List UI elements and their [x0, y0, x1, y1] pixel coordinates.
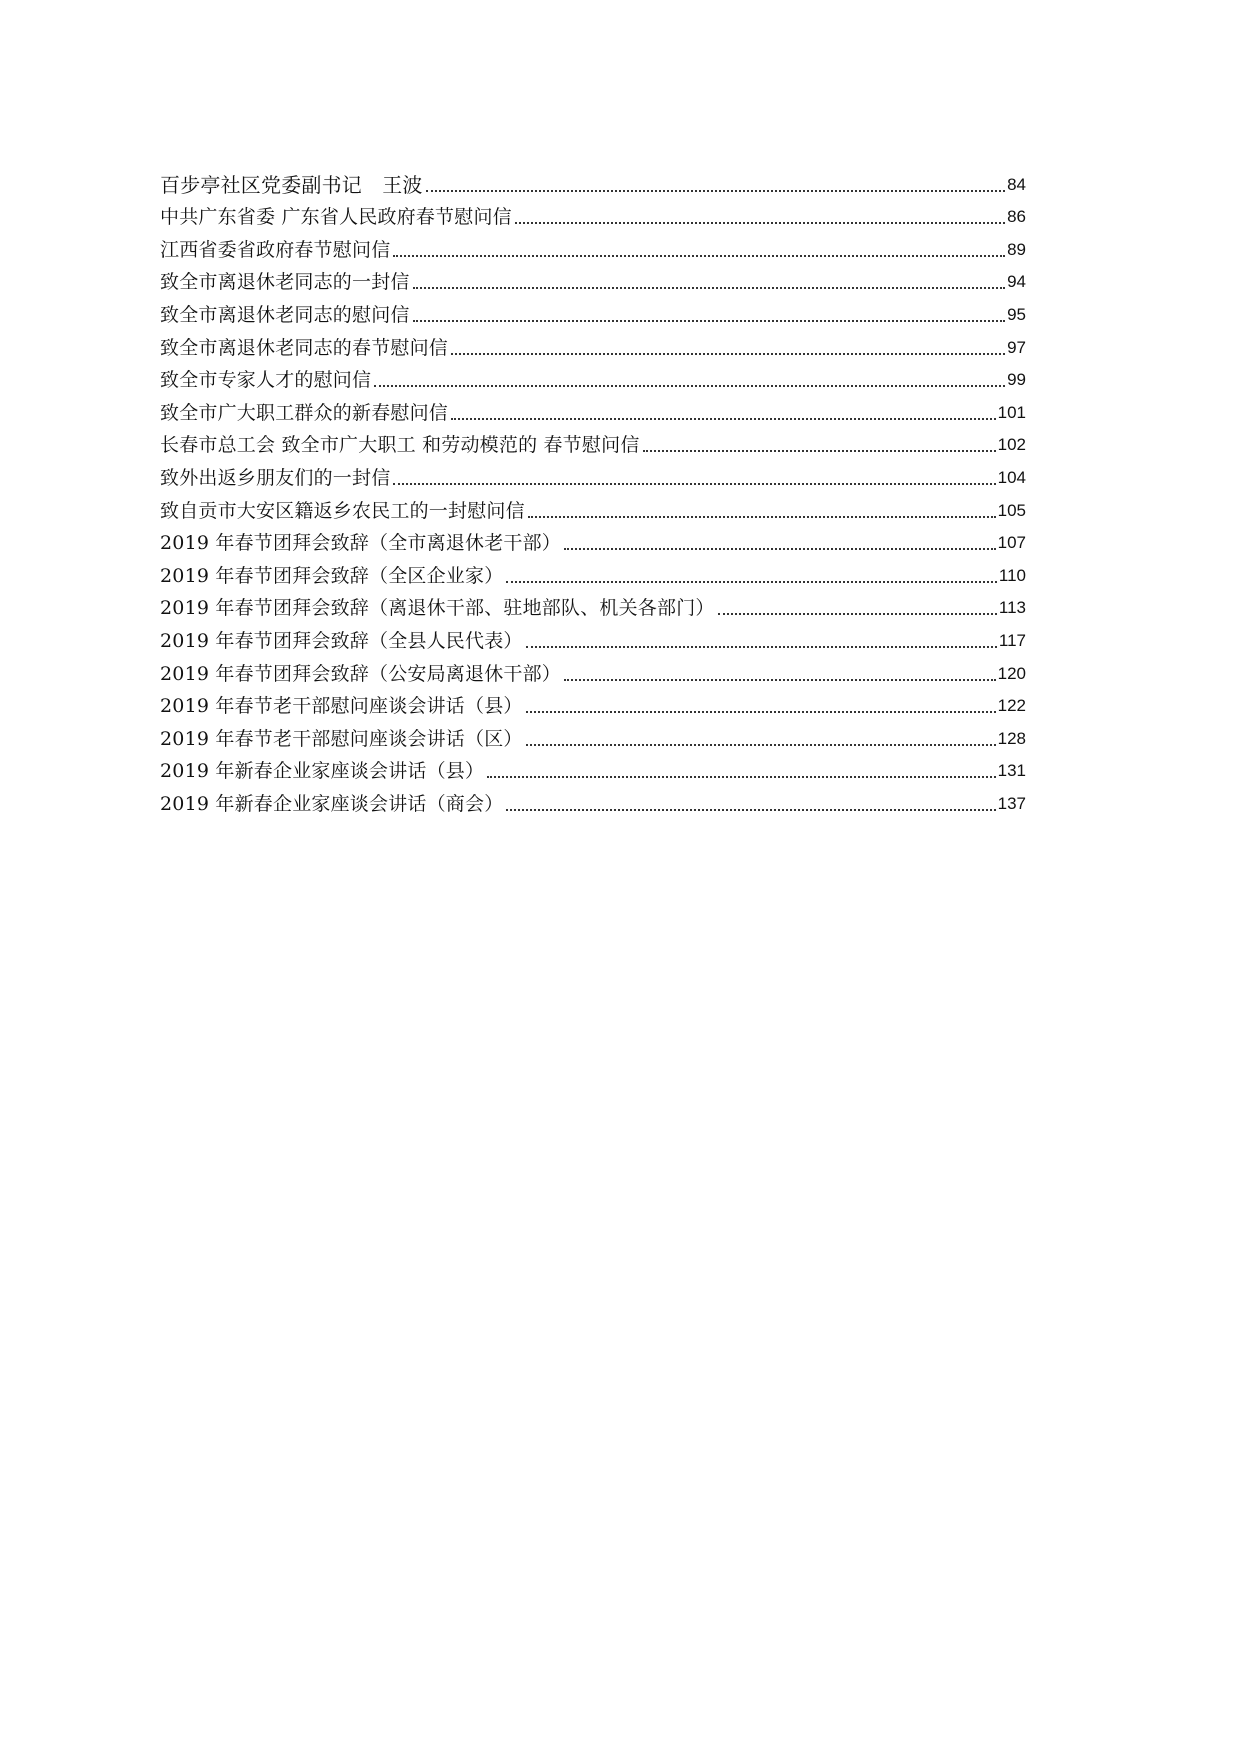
- toc-entry-page: 101: [997, 402, 1026, 422]
- toc-dot-leader: [528, 516, 996, 518]
- toc-dot-leader: [564, 548, 996, 550]
- toc-entry-title: 2019 年春节团拜会致辞（全区企业家）: [160, 564, 504, 587]
- toc-entry-page: 89: [1007, 239, 1026, 259]
- toc-entry-page: 94: [1007, 272, 1026, 292]
- toc-entry[interactable]: [160, 751, 1026, 784]
- toc-entry-page: 95: [1007, 304, 1026, 324]
- toc-entry-page: 104: [997, 467, 1026, 487]
- table-of-contents: [160, 164, 1026, 816]
- toc-entry[interactable]: [160, 327, 1026, 360]
- toc-entry-page: 105: [997, 500, 1026, 520]
- toc-entry-title: 致全市离退休老同志的一封信: [160, 271, 410, 294]
- toc-entry[interactable]: [160, 294, 1026, 327]
- toc-entry[interactable]: [160, 392, 1026, 425]
- toc-entry-page: 99: [1007, 370, 1026, 390]
- toc-dot-leader: [393, 255, 1005, 257]
- toc-dot-leader: [718, 613, 997, 615]
- toc-entry[interactable]: [160, 197, 1026, 230]
- toc-entry[interactable]: [160, 229, 1026, 262]
- toc-entry-title: 长春市总工会 致全市广大职工 和劳动模范的 春节慰问信: [160, 434, 640, 457]
- toc-entry-title: 致外出返乡朋友们的一封信: [160, 466, 391, 489]
- toc-dot-leader: [506, 581, 996, 583]
- toc-dot-leader: [413, 287, 1005, 289]
- toc-entry-page: 107: [997, 533, 1026, 553]
- toc-entry-page: 137: [997, 793, 1026, 813]
- toc-entry[interactable]: [160, 718, 1026, 751]
- toc-entry[interactable]: [160, 360, 1026, 393]
- toc-entry[interactable]: [160, 653, 1026, 686]
- toc-dot-leader: [526, 744, 996, 746]
- toc-entry[interactable]: [160, 555, 1026, 588]
- toc-dot-leader: [643, 450, 996, 452]
- toc-entry-page: 84: [1007, 174, 1026, 194]
- toc-entry-page: 117: [998, 630, 1026, 650]
- toc-dot-leader: [564, 679, 996, 681]
- toc-entry-title: 致全市广大职工群众的新春慰问信: [160, 401, 449, 424]
- toc-entry-page: 128: [997, 728, 1026, 748]
- toc-entry-page: 86: [1007, 207, 1026, 227]
- toc-entry[interactable]: [160, 425, 1026, 458]
- toc-dot-leader: [451, 353, 1005, 355]
- toc-entry-page: 102: [997, 435, 1026, 455]
- toc-dot-leader: [374, 385, 1005, 387]
- toc-entry-title: 2019 年春节团拜会致辞（公安局离退休干部）: [160, 662, 561, 685]
- toc-entry-page: 131: [997, 761, 1026, 781]
- toc-entry-page: 113: [998, 598, 1026, 618]
- toc-entry[interactable]: [160, 164, 1026, 197]
- toc-dot-leader: [515, 222, 1005, 224]
- toc-dot-leader: [526, 711, 996, 713]
- toc-entry-title: 2019 年春节老干部慰问座谈会讲话（区）: [160, 727, 523, 750]
- toc-entry-title: 2019 年春节团拜会致辞（全市离退休老干部）: [160, 532, 561, 555]
- toc-entry-title: 致自贡市大安区籍返乡农民工的一封慰问信: [160, 499, 525, 522]
- toc-entry[interactable]: [160, 783, 1026, 816]
- toc-dot-leader: [413, 320, 1005, 322]
- toc-entry-title: 致全市离退休老同志的春节慰问信: [160, 336, 449, 359]
- toc-entry-title: 百步亭社区党委副书记 王波: [160, 172, 423, 197]
- toc-entry-page: 97: [1007, 337, 1026, 357]
- toc-entry-page: 122: [997, 696, 1026, 716]
- toc-entry[interactable]: [160, 490, 1026, 523]
- toc-entry-title: 2019 年春节老干部慰问座谈会讲话（县）: [160, 695, 523, 718]
- toc-dot-leader: [506, 809, 995, 811]
- toc-entry[interactable]: [160, 588, 1026, 621]
- toc-entry-title: 江西省委省政府春节慰问信: [160, 238, 391, 261]
- toc-dot-leader: [426, 190, 1005, 192]
- toc-dot-leader: [487, 776, 995, 778]
- toc-dot-leader: [393, 483, 995, 485]
- toc-entry-title: 致全市离退休老同志的慰问信: [160, 303, 410, 326]
- toc-dot-leader: [451, 418, 996, 420]
- toc-entry-title: 2019 年新春企业家座谈会讲话（县）: [160, 760, 485, 783]
- toc-entry-title: 中共广东省委 广东省人民政府春节慰问信: [160, 206, 512, 229]
- toc-entry-title: 2019 年春节团拜会致辞（离退休干部、驻地部队、机关各部门）: [160, 597, 715, 620]
- toc-entry[interactable]: [160, 620, 1026, 653]
- toc-entry-title: 2019 年春节团拜会致辞（全县人民代表）: [160, 629, 523, 652]
- toc-dot-leader: [526, 646, 997, 648]
- toc-entry[interactable]: [160, 457, 1026, 490]
- toc-entry[interactable]: [160, 262, 1026, 295]
- toc-entry-title: 2019 年新春企业家座谈会讲话（商会）: [160, 792, 504, 815]
- toc-entry[interactable]: [160, 686, 1026, 719]
- toc-entry[interactable]: [160, 523, 1026, 556]
- toc-entry-page: 110: [998, 565, 1026, 585]
- toc-entry-title: 致全市专家人才的慰问信: [160, 369, 372, 392]
- toc-entry-page: 120: [997, 663, 1026, 683]
